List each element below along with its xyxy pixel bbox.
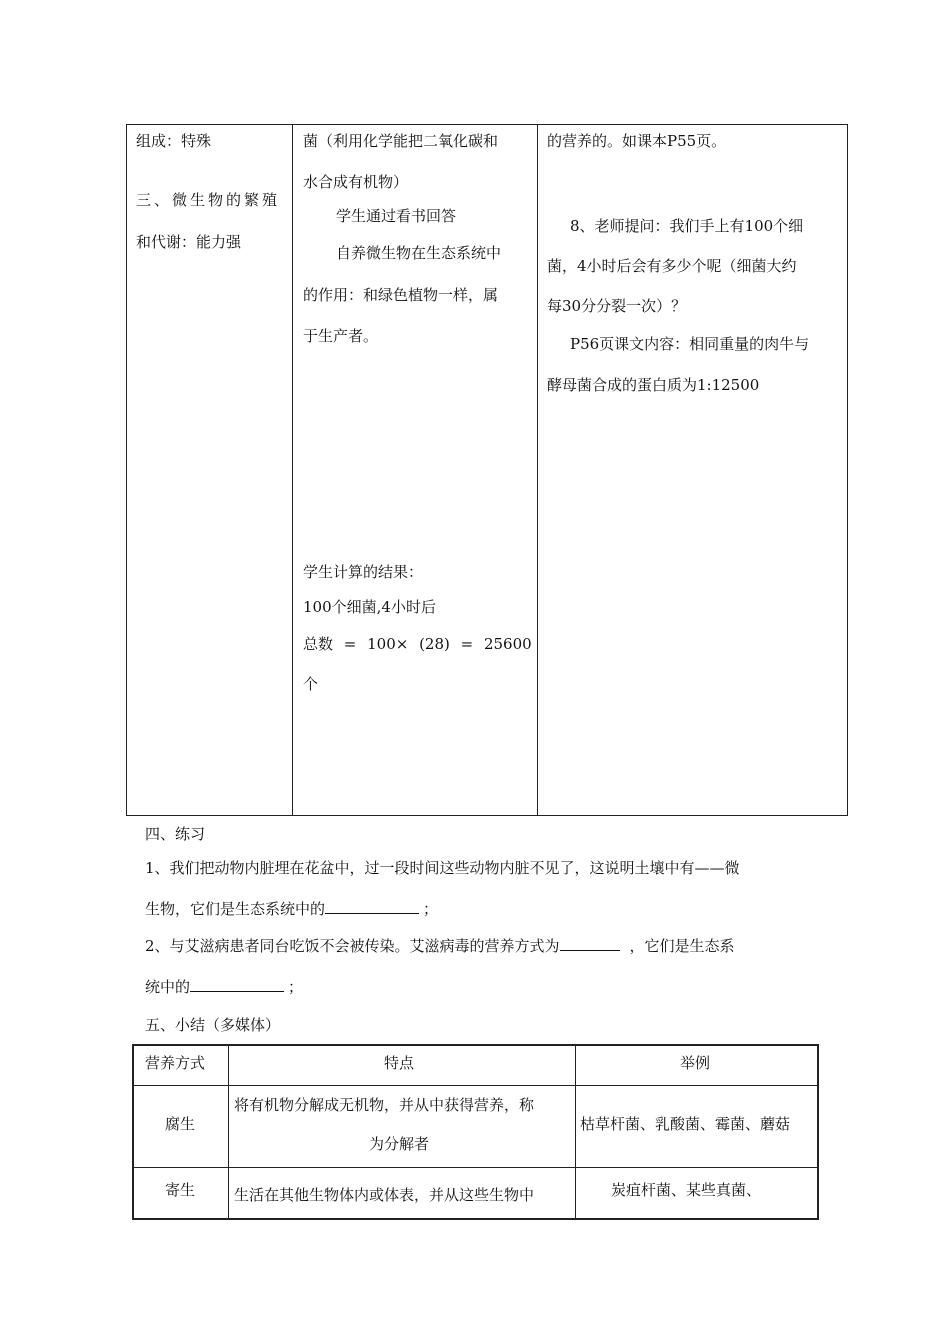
table2-row1-example: 枯草杆菌、乳酸菌、霉菌、蘑菇 <box>580 1115 791 1133</box>
table2-row2-mode: 寄生 <box>165 1181 196 1199</box>
table1-col2-line: 菌（利用化学能把二氧化碳和 <box>303 132 499 150</box>
table1-col3-line: 菌，4小时后会有多少个呢（细菌大约 <box>547 257 797 275</box>
table1-col1-line: 和代谢：能力强 <box>136 233 242 251</box>
table1-col1-line: 三、微生物的繁殖 <box>136 191 281 209</box>
exercise-2-text: 2、与艾滋病患者同台吃饭不会被传染。艾滋病毒的营养方式为 <box>145 937 560 955</box>
table2-header-mode: 营养方式 <box>145 1054 206 1072</box>
table1-divider-2 <box>537 124 538 816</box>
table1-col2-line: 学生通过看书回答 <box>336 207 457 225</box>
exercise-1-answer-blank[interactable] <box>325 899 419 914</box>
table1-col3-line: 8、老师提问：我们手上有100个细 <box>570 217 804 235</box>
table1-col2-calc-line: 学生计算的结果： <box>303 563 424 581</box>
table2-border-top <box>132 1044 819 1046</box>
table2-row-divider-2 <box>132 1167 819 1168</box>
table1-col2-calc-line: 个 <box>303 675 319 693</box>
exercise-1-text: 生物，它们是生态系统中的 <box>145 900 326 918</box>
table1-col2-line: 于生产者。 <box>303 327 379 345</box>
table1-col1-line: 组成：特殊 <box>136 132 212 150</box>
exercise-2-text-2: 统中的 <box>145 978 191 996</box>
exercise-2-end: ； <box>288 978 304 996</box>
table1-divider-1 <box>292 124 293 816</box>
table1-border-left <box>126 124 127 816</box>
table1-col2-calc-line: 100个细菌,4小时后 <box>303 598 436 616</box>
table1-col3-line: 酵母菌合成的蛋白质为1:12500 <box>547 376 760 394</box>
table2-border-bottom <box>132 1218 819 1220</box>
table2-row2-example: 炭疽杆菌、某些真菌、 <box>611 1181 762 1199</box>
table2-header-example: 举例 <box>680 1054 711 1072</box>
table1-col2-calc-line: 总数 = 100× (28) = 25600 <box>303 635 532 653</box>
table2-row1-feature: 将有机物分解成无机物，并从中获得营养，称 <box>234 1096 535 1114</box>
table2-row-divider-1 <box>132 1085 819 1086</box>
exercise-2-line-1 <box>145 935 735 956</box>
table2-row1-mode: 腐生 <box>165 1115 196 1133</box>
table1-border-right <box>847 124 848 816</box>
table2-border-left <box>132 1044 134 1220</box>
table2-row2-feature: 生活在其他生物体内或体表，并从这些生物中 <box>234 1186 535 1204</box>
table2-header-feature: 特点 <box>384 1054 415 1072</box>
exercise-1-line-2 <box>145 898 438 919</box>
table1-col3-line: 每30分分裂一次）？ <box>547 297 687 315</box>
section5-heading: 五、小结（多媒体） <box>145 1016 281 1034</box>
table1-col2-line: 水合成有机物） <box>303 173 409 191</box>
section4-heading: 四、练习 <box>145 825 206 843</box>
exercise-1-end: ； <box>423 900 439 918</box>
exercise-2-answer-blank-2[interactable] <box>190 977 284 992</box>
exercise-2-line-2 <box>145 976 303 997</box>
exercise-2-mid: ，它们是生态系 <box>629 937 735 955</box>
table1-border-top <box>126 124 848 125</box>
table1-border-bottom <box>126 815 848 816</box>
table1-col2-line: 的作用：和绿色植物一样，属 <box>303 286 499 304</box>
table1-col3-line: 的营养的。如课本P55页。 <box>547 132 727 150</box>
table2-col-divider-2 <box>575 1044 576 1220</box>
table2-border-right <box>817 1044 819 1220</box>
table2-row1-feature: 为分解者 <box>369 1135 430 1153</box>
exercise-2-answer-blank-1[interactable] <box>560 936 620 951</box>
exercise-1-line-1: 1、我们把动物内脏埋在花盆中，过一段时间这些动物内脏不见了，这说明土壤中有——微 <box>145 859 740 877</box>
table1-col2-line: 自养微生物在生态系统中 <box>336 244 502 262</box>
table1-col3-line: P56页课文内容：相同重量的肉牛与 <box>570 335 810 353</box>
table2-col-divider-1 <box>228 1044 229 1220</box>
